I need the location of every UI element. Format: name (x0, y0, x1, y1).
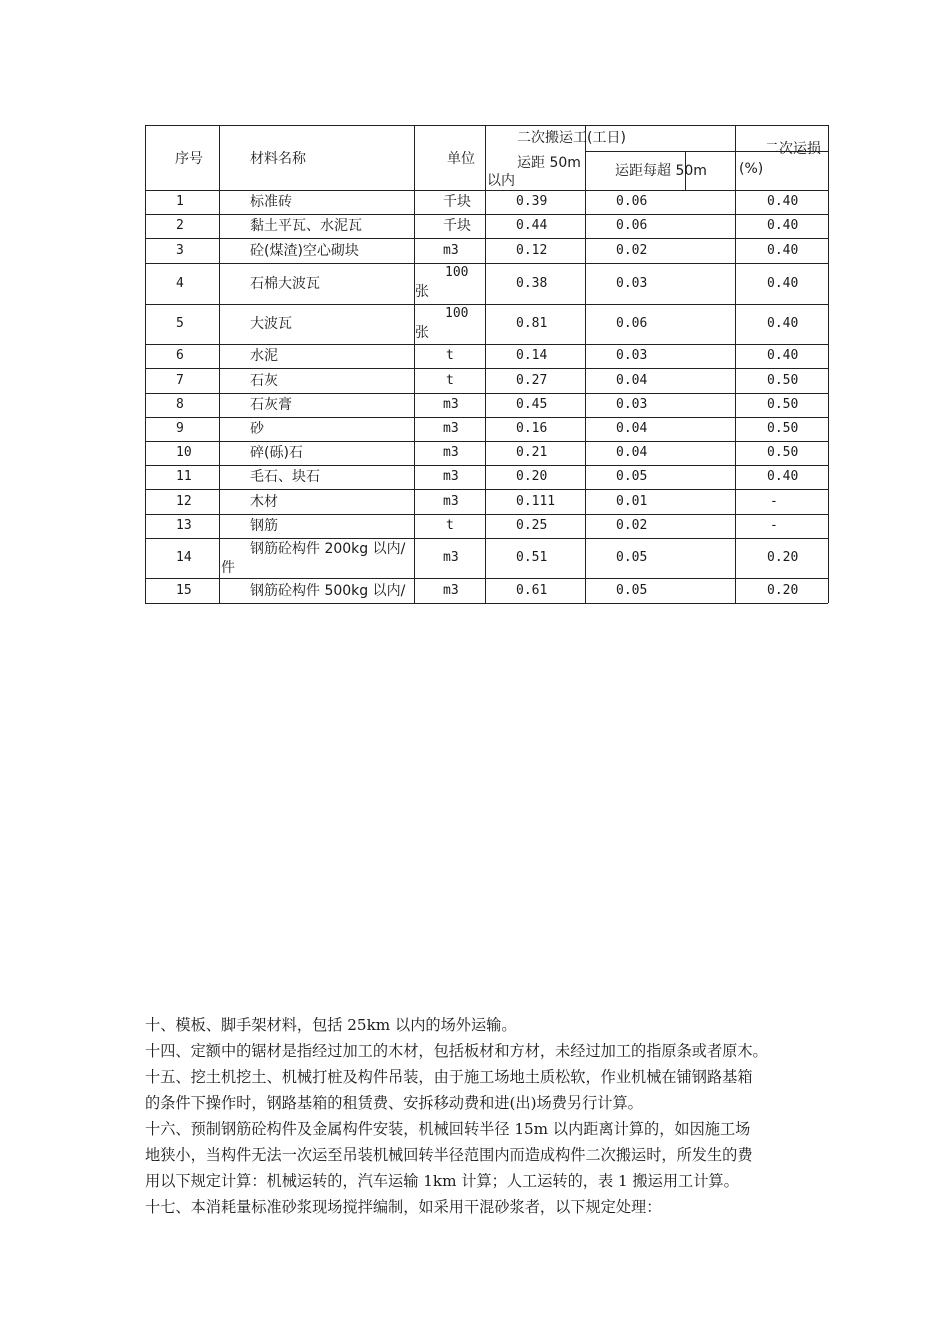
header-seq: 序号 (175, 151, 203, 167)
table-cell-unit: t (446, 518, 454, 533)
table-cell-extra-labor: 0.05 (616, 469, 648, 484)
table-rule (145, 603, 828, 604)
table-rule (485, 125, 486, 603)
table-cell-base-labor: 0.27 (516, 373, 548, 388)
table-cell-unit: 千块 (443, 194, 471, 210)
table-cell-name: 标准砖 (250, 194, 292, 210)
table-cell-base-labor: 0.38 (516, 276, 548, 291)
header-sub1-line1: 运距 50m (517, 155, 581, 171)
table-cell-no: 2 (176, 218, 184, 233)
table-rule (145, 465, 828, 466)
table-cell-base-labor: 0.44 (516, 218, 548, 233)
table-cell-unit: m3 (443, 469, 459, 484)
table-cell-loss: - (770, 494, 778, 509)
table-rule (145, 578, 828, 579)
header-name: 材料名称 (250, 151, 306, 167)
table-cell-base-labor: 0.51 (516, 550, 548, 565)
table-cell-no: 3 (176, 243, 184, 258)
table-cell-name: 石灰膏 (250, 397, 292, 413)
table-rule (145, 514, 828, 515)
table-rule (145, 125, 828, 126)
table-rule (145, 441, 828, 442)
table-cell-no: 11 (176, 469, 192, 484)
table-cell-loss: 0.50 (767, 373, 799, 388)
table-cell-extra-labor: 0.02 (616, 518, 648, 533)
table-rule (585, 125, 586, 603)
table-cell-extra-labor: 0.04 (616, 421, 648, 436)
table-cell-no: 6 (176, 348, 184, 363)
table-cell-name: 毛石、块石 (250, 469, 320, 485)
table-cell-loss: 0.40 (767, 276, 799, 291)
table-rule (145, 190, 828, 191)
table-cell-loss: 0.40 (767, 194, 799, 209)
table-cell-no: 9 (176, 421, 184, 436)
table-cell-loss: 0.50 (767, 421, 799, 436)
table-rule (145, 304, 828, 305)
paragraph-line: 十六、预制钢筋砼构件及金属构件安装，机械回转半径 15m 以内距离计算的，如因施工场 (145, 1120, 751, 1138)
table-cell-no: 14 (176, 550, 192, 565)
paragraph-line: 十五、挖土机挖土、机械打桩及构件吊装，由于施工场地土质松软，作业机械在铺钢路基箱 (145, 1068, 753, 1086)
paragraph-line: 十四、定额中的锯材是指经过加工的木材，包括板材和方材，未经过加工的指原条或者原木。 (145, 1042, 768, 1060)
table-cell-unit: 100 (445, 306, 469, 321)
table-cell-unit: m3 (443, 445, 459, 460)
table-cell-no: 15 (176, 583, 192, 598)
table-cell-name: 石棉大波瓦 (250, 276, 320, 292)
table-cell-name: 钢筋砼构件 500kg 以内/ (250, 583, 406, 599)
table-cell-loss: 0.20 (767, 583, 799, 598)
table-rule (219, 125, 220, 603)
table-rule (145, 489, 828, 490)
table-rule (735, 125, 736, 603)
table-cell-unit-cont: 张 (415, 325, 429, 341)
table-cell-unit: m3 (443, 397, 459, 412)
table-cell-no: 7 (176, 373, 184, 388)
table-cell-unit: 千块 (443, 218, 471, 234)
table-cell-loss: 0.50 (767, 445, 799, 460)
table-cell-loss: 0.40 (767, 243, 799, 258)
table-cell-extra-labor: 0.06 (616, 194, 648, 209)
table-cell-name: 木材 (250, 494, 278, 510)
table-cell-extra-labor: 0.06 (616, 218, 648, 233)
table-cell-extra-labor: 0.03 (616, 397, 648, 412)
table-cell-name: 钢筋砼构件 200kg 以内/ (250, 541, 406, 557)
table-cell-base-labor: 0.21 (516, 445, 548, 460)
table-cell-no: 4 (176, 276, 184, 291)
table-rule (145, 344, 828, 345)
table-rule (145, 238, 828, 239)
table-cell-name: 砼(煤渣)空心砌块 (250, 243, 359, 259)
table-cell-unit: t (446, 373, 454, 388)
table-rule (145, 393, 828, 394)
table-cell-loss: 0.40 (767, 348, 799, 363)
table-rule (145, 417, 828, 418)
table-cell-base-labor: 0.111 (516, 494, 556, 509)
header-unit: 单位 (447, 151, 475, 167)
table-cell-extra-labor: 0.02 (616, 243, 648, 258)
table-cell-no: 8 (176, 397, 184, 412)
table-cell-name: 钢筋 (250, 518, 278, 534)
table-cell-base-labor: 0.81 (516, 316, 548, 331)
table-cell-base-labor: 0.45 (516, 397, 548, 412)
paragraph-line: 的条件下操作时，钢路基箱的租赁费、安拆移动费和进(出)场费另行计算。 (145, 1094, 643, 1112)
table-cell-base-labor: 0.39 (516, 194, 548, 209)
table-cell-extra-labor: 0.04 (616, 445, 648, 460)
table-cell-extra-labor: 0.03 (616, 276, 648, 291)
paragraph-line: 十七、本消耗量标准砂浆现场搅拌编制，如采用干混砂浆者，以下规定处理： (145, 1198, 662, 1216)
table-cell-loss: 0.50 (767, 397, 799, 412)
header-sub2: 运距每超 50m (615, 163, 707, 179)
table-rule (145, 368, 828, 369)
table-cell-base-labor: 0.16 (516, 421, 548, 436)
table-cell-name: 大波瓦 (250, 316, 292, 332)
table-cell-loss: 0.40 (767, 218, 799, 233)
table-cell-name: 砂 (250, 421, 264, 437)
header-sub1-line2: 以内 (487, 173, 515, 189)
table-cell-no: 5 (176, 316, 184, 331)
table-rule (414, 125, 415, 603)
table-cell-base-labor: 0.25 (516, 518, 548, 533)
table-rule (145, 125, 146, 603)
table-cell-base-labor: 0.20 (516, 469, 548, 484)
table-cell-name: 石灰 (250, 373, 278, 389)
table-cell-name-cont: 件 (221, 560, 235, 576)
table-rule (145, 538, 828, 539)
table-cell-loss: 0.20 (767, 550, 799, 565)
table-cell-unit: m3 (443, 583, 459, 598)
table-cell-unit: m3 (443, 243, 459, 258)
table-cell-no: 13 (176, 518, 192, 533)
paragraph-line: 地狭小，当构件无法一次运至吊装机械回转半径范围内而造成构件二次搬运时，所发生的费 (145, 1146, 753, 1164)
table-cell-extra-labor: 0.05 (616, 583, 648, 598)
table-cell-extra-labor: 0.01 (616, 494, 648, 509)
table-cell-base-labor: 0.14 (516, 348, 548, 363)
table-cell-base-labor: 0.12 (516, 243, 548, 258)
table-cell-unit: m3 (443, 550, 459, 565)
table-cell-unit: m3 (443, 421, 459, 436)
table-rule (145, 263, 828, 264)
table-cell-extra-labor: 0.05 (616, 550, 648, 565)
header-loss-line1: 二次运损 (765, 141, 821, 157)
table-cell-loss: 0.40 (767, 316, 799, 331)
table-cell-name: 黏土平瓦、水泥瓦 (250, 218, 362, 234)
table-cell-no: 12 (176, 494, 192, 509)
table-rule (145, 214, 828, 215)
table-cell-name: 水泥 (250, 348, 278, 364)
header-group: 二次搬运工(工日) (517, 130, 626, 146)
paragraph-line: 十、模板、脚手架材料，包括 25km 以内的场外运输。 (145, 1016, 517, 1034)
table-cell-loss: - (770, 518, 778, 533)
table-cell-unit: t (446, 348, 454, 363)
table-cell-unit: 100 (445, 265, 469, 280)
table-cell-base-labor: 0.61 (516, 583, 548, 598)
table-cell-extra-labor: 0.03 (616, 348, 648, 363)
paragraph-line: 用以下规定计算：机械运转的，汽车运输 1km 计算；人工运转的，表 1 搬运用工计算。 (145, 1172, 739, 1190)
table-cell-name: 碎(砾)石 (250, 445, 303, 461)
header-loss-line2: (%) (739, 161, 764, 177)
table-cell-loss: 0.40 (767, 469, 799, 484)
table-cell-extra-labor: 0.06 (616, 316, 648, 331)
table-cell-no: 10 (176, 445, 192, 460)
table-cell-extra-labor: 0.04 (616, 373, 648, 388)
table-cell-unit-cont: 张 (415, 284, 429, 300)
table-cell-no: 1 (176, 194, 184, 209)
table-cell-unit: m3 (443, 494, 459, 509)
table-rule (828, 125, 829, 603)
